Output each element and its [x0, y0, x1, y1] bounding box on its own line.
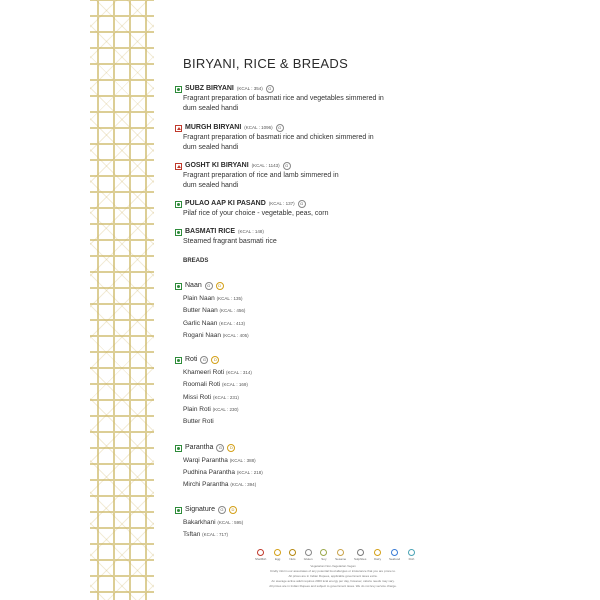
decorative-lattice-border — [90, 0, 154, 600]
item-kcal: (KCAL : 1096) — [244, 125, 273, 130]
group-title: Naan — [185, 282, 202, 289]
dairy-icon: D — [211, 356, 219, 364]
bread-item: Rogani Naan (KCAL : 405) — [183, 332, 249, 339]
bread-item: Butter Roti — [183, 418, 214, 425]
bread-item: Warqi Parantha (KCAL : 388) — [183, 457, 256, 464]
bread-item: Butter Naan (KCAL : 456) — [183, 307, 246, 314]
item-description: Fragrant preparation of rice and lamb simmered in — [183, 172, 339, 179]
item-name: GOSHT KI BIRYANI — [185, 162, 249, 169]
veg-icon — [175, 445, 182, 452]
dairy-icon: D — [227, 444, 235, 452]
bread-item: Mirchi Parantha (KCAL : 394) — [183, 481, 257, 488]
fish-icon — [408, 549, 415, 556]
section-title: BIRYANI, RICE & BREADS — [183, 56, 349, 71]
legend-item: Shellfish — [255, 549, 266, 561]
item-description: Fragrant preparation of basmati rice and vegetables simmered in — [183, 95, 384, 102]
footer-note: All prices are in Indian Rupees and subject to government taxes. We do not levy service charge. — [269, 584, 397, 588]
dietary-note: Vegetarian Non-Vegetarian Vegan — [310, 564, 356, 568]
nonveg-icon — [175, 163, 182, 170]
item-name: BASMATI RICE — [185, 228, 236, 235]
egg-icon — [274, 549, 281, 556]
bread-group-naan — [175, 281, 224, 291]
item-description: Steamed fragrant basmati rice — [183, 238, 277, 245]
legend-item: Fish — [408, 549, 415, 561]
veg-icon — [175, 86, 182, 93]
legend-item: Egg — [274, 549, 281, 561]
bread-group-parantha — [175, 443, 235, 453]
item-kcal: (KCAL : 148) — [238, 229, 264, 234]
legend-item: Nuts — [289, 549, 296, 561]
gluten-icon: G — [205, 282, 213, 290]
soy-icon — [320, 549, 327, 556]
bread-item: Bakarkhani (KCAL : 595) — [183, 519, 244, 526]
sulphites-icon — [357, 549, 364, 556]
dairy-icon: D — [216, 282, 224, 290]
gluten-icon: G — [216, 444, 224, 452]
gluten-icon: G — [200, 356, 208, 364]
legend-item: Soy — [320, 549, 327, 561]
menu-item-gosht-ki-biryani — [175, 161, 339, 191]
legend-item: Dairy — [374, 549, 381, 561]
item-name: MURGH BIRYANI — [185, 124, 242, 131]
veg-icon — [175, 229, 182, 236]
item-kcal: (KCAL : 137) — [268, 201, 295, 206]
veg-icon — [175, 201, 182, 208]
item-kcal: (KCAL : 354) — [236, 86, 263, 91]
legend-item: Sulphites — [354, 549, 366, 561]
bread-item: Khameeri Roti (KCAL : 314) — [183, 369, 252, 376]
item-description-line2: dum sealed handi — [183, 144, 239, 151]
bread-group-roti — [175, 355, 219, 365]
menu-item-pulao — [175, 199, 329, 219]
allergen-legend — [255, 549, 415, 561]
veg-icon — [175, 507, 182, 514]
item-description-line2: dum sealed handi — [183, 182, 239, 189]
dairy-icon: D — [229, 506, 237, 514]
gluten-icon: G — [283, 162, 291, 170]
nonveg-icon — [175, 125, 182, 132]
menu-item-subz-biryani — [175, 84, 384, 114]
gluten-icon — [305, 549, 312, 556]
item-name: SUBZ BIRYANI — [185, 85, 234, 92]
item-description-line2: dum sealed handi — [183, 105, 239, 112]
veg-icon — [175, 283, 182, 290]
menu-item-murgh-biryani — [175, 123, 374, 153]
gluten-icon: G — [266, 85, 274, 93]
footer-note: All prices are in Indian Rupees, applicable government taxes extra. — [288, 574, 378, 578]
gluten-icon: G — [276, 124, 284, 132]
bread-item: Tsftan (KCAL : 717) — [183, 531, 229, 538]
breads-heading: BREADS — [183, 258, 209, 264]
seafood-icon — [391, 549, 398, 556]
group-title: Signature — [185, 506, 215, 513]
item-kcal: (KCAL : 1143) — [251, 163, 280, 168]
menu-item-basmati-rice — [175, 227, 277, 247]
bread-item: Roomali Roti (KCAL : 169) — [183, 381, 248, 388]
item-description: Fragrant preparation of basmati rice and chicken simmered in — [183, 134, 374, 141]
group-title: Parantha — [185, 444, 214, 451]
veg-icon — [175, 357, 182, 364]
group-title: Roti — [185, 356, 198, 363]
bread-item: Plain Roti (KCAL : 230) — [183, 406, 239, 413]
gluten-icon: G — [298, 200, 306, 208]
bread-group-signature — [175, 505, 237, 515]
legend-item: Seafood — [389, 549, 400, 561]
bread-item: Missi Roti (KCAL : 231) — [183, 394, 239, 401]
nuts-icon — [289, 549, 296, 556]
footer-note: Kindly inform our associates of any potential food allergies or intolerance that you are prone to. — [270, 569, 396, 573]
sesame-icon — [337, 549, 344, 556]
item-description: Pilaf rice of your choice - vegetable, peas, corn — [183, 210, 329, 217]
bread-item: Pudhina Parantha (KCAL : 218) — [183, 469, 263, 476]
bread-item: Plain Naan (KCAL : 135) — [183, 295, 243, 302]
bread-item: Garlic Naan (KCAL : 413) — [183, 320, 245, 327]
shellfish-icon — [257, 549, 264, 556]
gluten-icon: G — [218, 506, 226, 514]
legend-item: Sesame — [335, 549, 346, 561]
footer-note: An average active adult requires 2000 kcal energy per day, however, calorie needs may vary. — [271, 579, 395, 583]
item-name: PULAO AAP KI PASAND — [185, 200, 266, 207]
dairy-icon — [374, 549, 381, 556]
legend-item: Gluten — [304, 549, 313, 561]
